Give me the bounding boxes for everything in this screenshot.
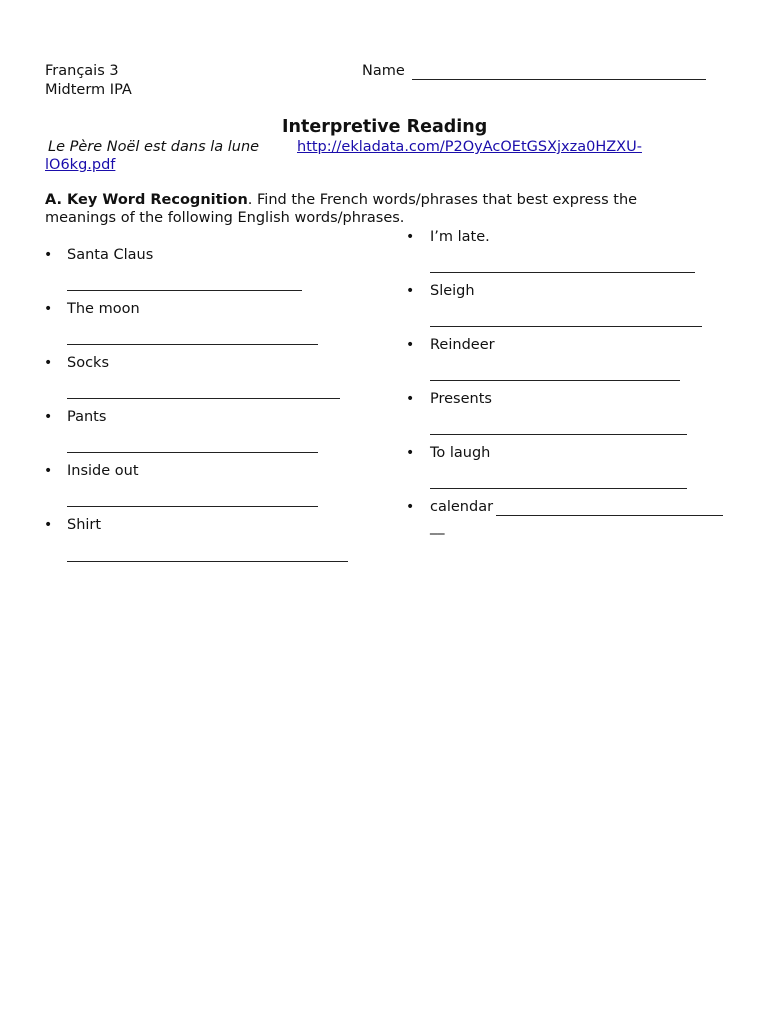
page-title: Interpretive Reading bbox=[282, 117, 488, 137]
answer-line-to-laugh[interactable] bbox=[430, 488, 687, 489]
list-item-inside-out: Inside out bbox=[67, 463, 139, 479]
section-a-text: . Find the French words/phrases that best express the bbox=[247, 192, 638, 208]
answer-line-reindeer[interactable] bbox=[430, 380, 680, 381]
answer-line-santa-claus[interactable] bbox=[67, 290, 302, 291]
name-label: Name bbox=[362, 63, 405, 79]
bullet-icon: • bbox=[44, 409, 53, 425]
section-a-instructions-2: meanings of the following English words/phrases. bbox=[45, 210, 405, 226]
reading-title: Le Père Noël est dans la lune bbox=[48, 139, 260, 155]
answer-line-presents[interactable] bbox=[430, 434, 687, 435]
answer-line-im-late[interactable] bbox=[430, 272, 695, 273]
section-a-label: A. Key Word Recognition bbox=[45, 192, 248, 208]
bullet-icon: • bbox=[44, 355, 53, 371]
reading-link-continued[interactable]: lO6kg.pdf bbox=[45, 157, 116, 173]
answer-line-socks[interactable] bbox=[67, 398, 340, 399]
list-item-santa-claus: Santa Claus bbox=[67, 247, 154, 263]
answer-line-shirt[interactable] bbox=[67, 561, 348, 562]
list-item-reindeer: Reindeer bbox=[430, 337, 495, 353]
bullet-icon: • bbox=[406, 337, 415, 353]
list-item-pants: Pants bbox=[67, 409, 107, 425]
bullet-icon: • bbox=[44, 301, 53, 317]
list-item-presents: Presents bbox=[430, 391, 492, 407]
bullet-icon: • bbox=[406, 283, 415, 299]
answer-line-the-moon[interactable] bbox=[67, 344, 318, 345]
bullet-icon: • bbox=[406, 445, 415, 461]
list-item-im-late: I’m late. bbox=[430, 229, 490, 245]
bullet-icon: • bbox=[44, 517, 53, 533]
bullet-icon: • bbox=[406, 499, 415, 515]
answer-line-calendar[interactable] bbox=[496, 515, 723, 516]
section-a-instructions bbox=[45, 192, 637, 208]
list-item-the-moon: The moon bbox=[67, 301, 140, 317]
list-item-to-laugh: To laugh bbox=[430, 445, 491, 461]
exam-label: Midterm IPA bbox=[45, 82, 132, 98]
bullet-icon: • bbox=[44, 247, 53, 263]
bullet-icon: • bbox=[406, 229, 415, 245]
answer-line-inside-out[interactable] bbox=[67, 506, 318, 507]
bullet-icon: • bbox=[406, 391, 415, 407]
list-item-shirt: Shirt bbox=[67, 517, 102, 533]
bullet-icon: • bbox=[44, 463, 53, 479]
calendar-line-continuation: __ bbox=[430, 519, 445, 535]
course-label: Français 3 bbox=[45, 63, 119, 79]
list-item-sleigh: Sleigh bbox=[430, 283, 475, 299]
list-item-socks: Socks bbox=[67, 355, 109, 371]
answer-line-pants[interactable] bbox=[67, 452, 318, 453]
list-item-calendar: calendar bbox=[430, 499, 494, 515]
reading-link[interactable]: http://ekladata.com/P2OyAcOEtGSXjxza0HZXU- bbox=[297, 139, 642, 155]
name-field-line[interactable] bbox=[412, 79, 706, 80]
answer-line-sleigh[interactable] bbox=[430, 326, 702, 327]
